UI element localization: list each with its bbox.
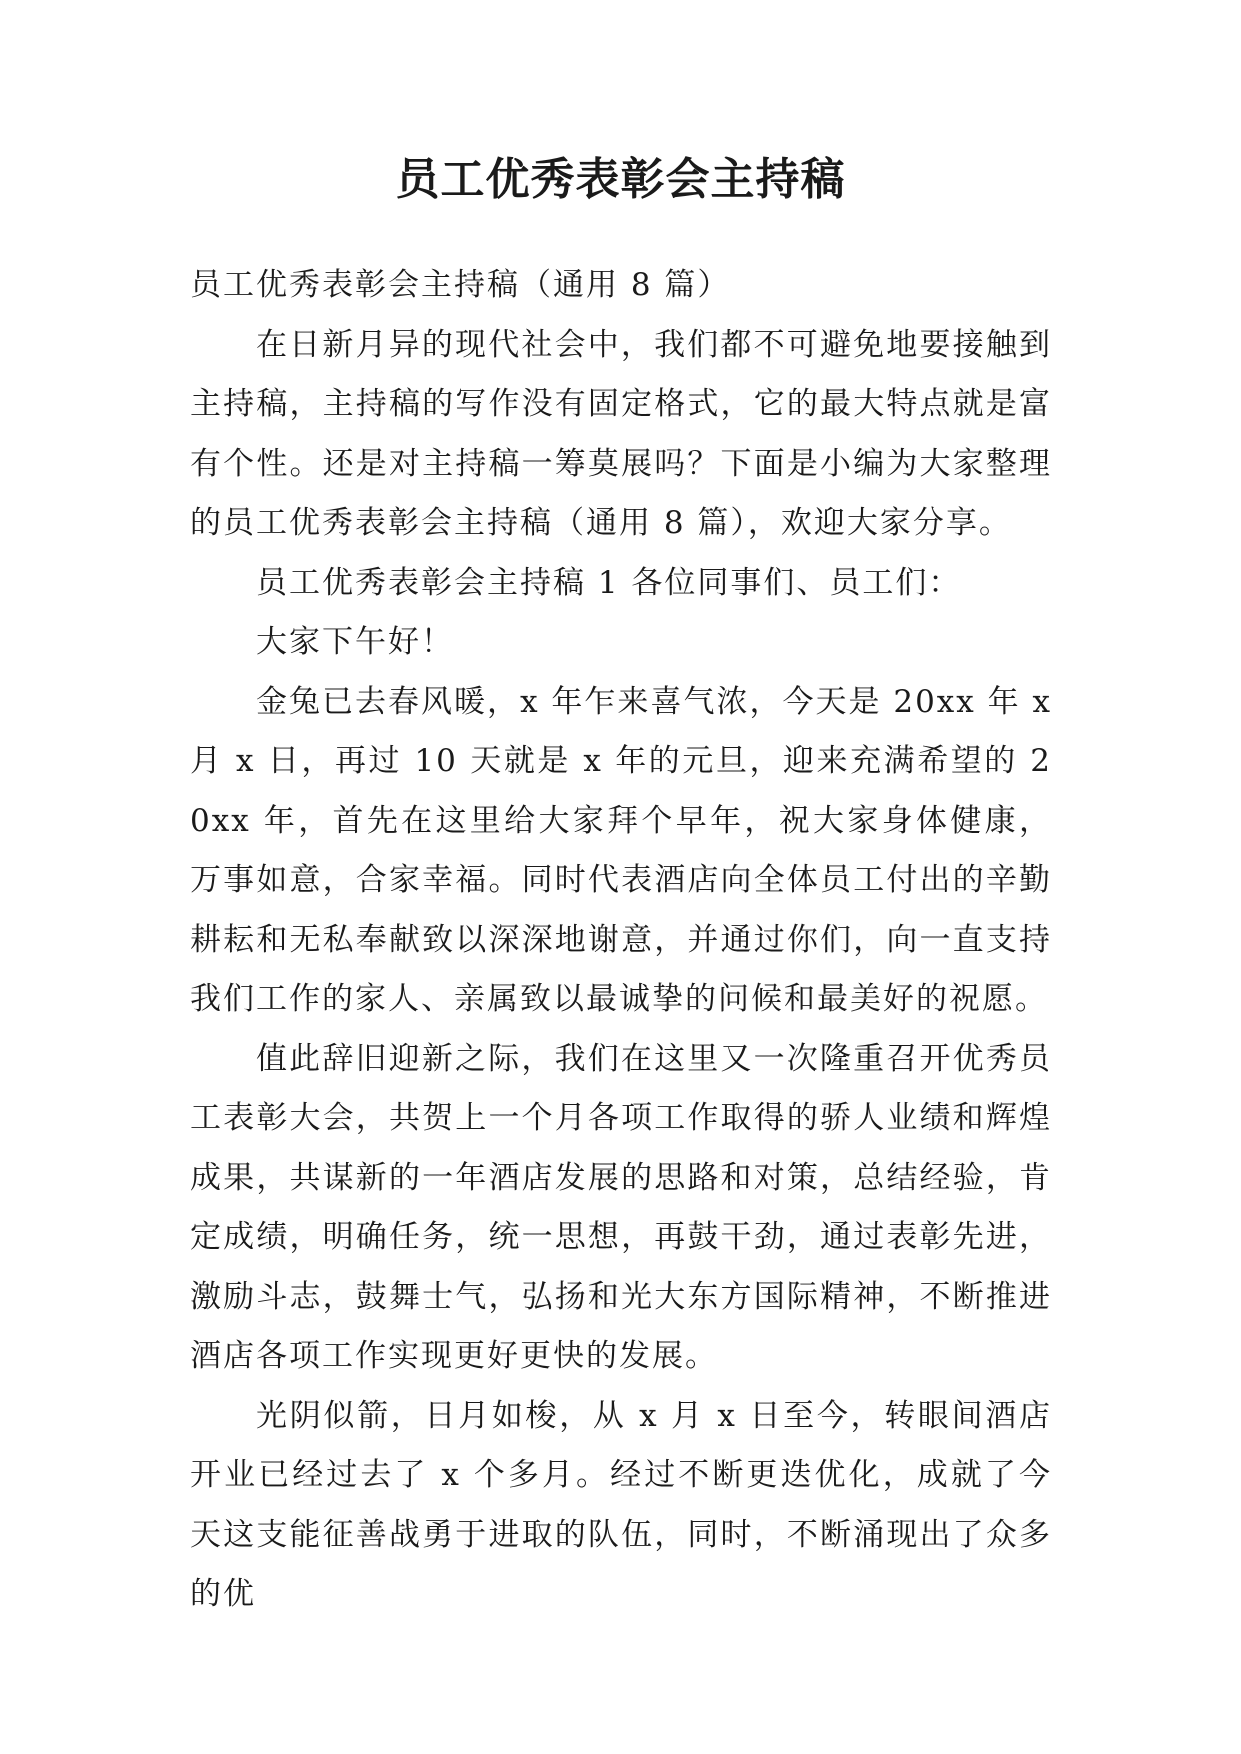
paragraph-subtitle: 员工优秀表彰会主持稿（通用 8 篇）: [190, 267, 731, 303]
paragraph-speech-heading: 员工优秀表彰会主持稿 1 各位同事们、员工们：: [256, 564, 962, 601]
paragraph-new-year: 金兔已去春风暖，x 年乍来喜气浓，今天是 20xx 年 x 月 x 日，再过 10 天就是 x 年的元旦，迎来充满希望的 20xx 年，首先在这里给大家拜个早年，祝大家身体健康，万事如意，合家幸福。同时代表酒店向全体员工付出的辛勤耕耘和无私奉献致以深深地谢意，并通过你们，向一直支持我们工作的家人、亲属致以最诚挚的问候和最美好的祝愿。: [190, 683, 1052, 1017]
document-title: 员工优秀表彰会主持稿: [395, 154, 846, 205]
paragraph-commendation: 值此辞旧迎新之际，我们在这里又一次隆重召开优秀员工表彰大会，共贺上一个月各项工作取得的骄人业绩和辉煌成果，共谋新的一年酒店发展的思路和对策，总结经验，肯定成绩，明确任务，统一思想，再鼓干劲，通过表彰先进，激励斗志，鼓舞士气，弘扬和光大东方国际精神，不断推进酒店各项工作实现更好更快的发展。: [190, 1040, 1052, 1374]
document-body: [190, 256, 1052, 1625]
paragraph-time-flies: 光阴似箭，日月如梭，从 x 月 x 日至今，转眼间酒店开业已经过去了 x 个多月。经过不断更迭优化，成就了今天这支能征善战勇于进取的队伍，同时，不断涌现出了众多的优: [190, 1397, 1052, 1612]
paragraph-intro: 在日新月异的现代社会中，我们都不可避免地要接触到主持稿，主持稿的写作没有固定格式，它的最大特点就是富有个性。还是对主持稿一筹莫展吗？下面是小编为大家整理的员工优秀表彰会主持稿（通用 8 篇），欢迎大家分享。: [190, 326, 1052, 541]
paragraph-greeting: 大家下午好！: [256, 624, 454, 660]
